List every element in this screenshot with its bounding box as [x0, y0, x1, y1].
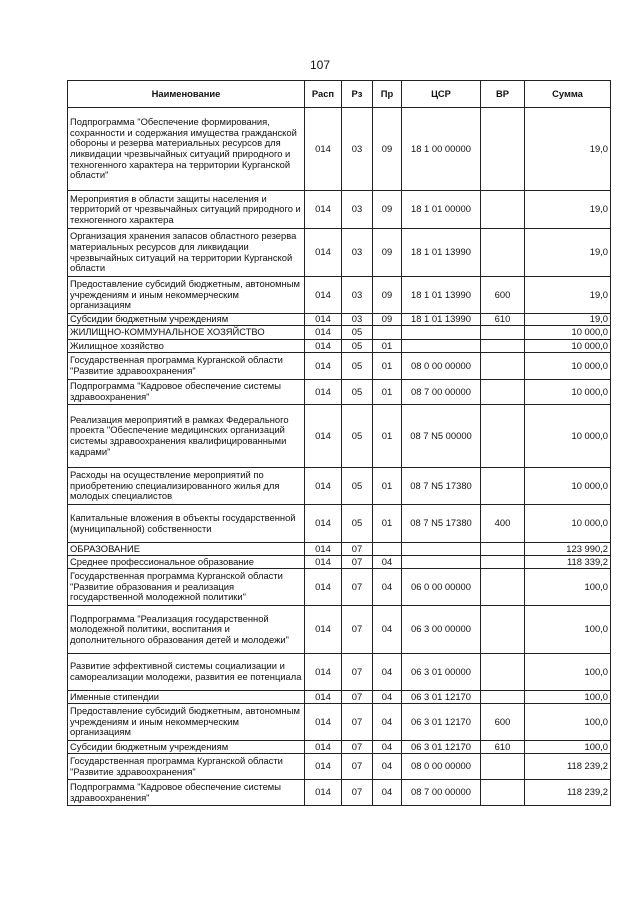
row-rasp: 014 [305, 405, 342, 468]
row-rasp: 014 [305, 569, 342, 606]
table-row [68, 108, 611, 191]
row-vr [481, 754, 525, 780]
table-row [68, 380, 611, 405]
table-row [68, 691, 611, 704]
row-vr [481, 326, 525, 340]
row-rz: 03 [342, 191, 373, 229]
row-pr [373, 543, 402, 556]
row-name: Жилищное хозяйство [68, 340, 305, 353]
table-row [68, 326, 611, 340]
header-vr: ВР [481, 81, 525, 108]
row-vr [481, 380, 525, 405]
table-header-row [68, 81, 611, 108]
row-vr [481, 543, 525, 556]
table-row [68, 654, 611, 691]
row-vr [481, 691, 525, 704]
row-sum: 118 239,2 [525, 754, 611, 780]
row-rz: 07 [342, 754, 373, 780]
row-sum: 10 000,0 [525, 468, 611, 505]
table-row [68, 780, 611, 806]
row-csr: 18 1 01 00000 [402, 191, 481, 229]
row-sum: 19,0 [525, 277, 611, 314]
row-rz: 07 [342, 606, 373, 654]
row-rz: 07 [342, 569, 373, 606]
row-name: Подпрограмма "Кадровое обеспечение системы здравоохранения" [68, 780, 305, 806]
row-sum: 123 990,2 [525, 543, 611, 556]
row-pr: 04 [373, 691, 402, 704]
row-vr: 600 [481, 277, 525, 314]
header-name: Наименование [68, 81, 305, 108]
row-vr: 400 [481, 505, 525, 543]
row-rz: 07 [342, 780, 373, 806]
row-rasp: 014 [305, 556, 342, 569]
row-vr: 610 [481, 314, 525, 326]
row-pr: 01 [373, 505, 402, 543]
row-csr [402, 326, 481, 340]
row-name: Государственная программа Курганской области "Развитие образования и реализация государственной молодежной политики" [68, 569, 305, 606]
table-row [68, 229, 611, 277]
table-row [68, 556, 611, 569]
row-csr: 06 3 01 12170 [402, 704, 481, 741]
row-rz: 05 [342, 505, 373, 543]
row-pr: 04 [373, 654, 402, 691]
row-pr: 09 [373, 277, 402, 314]
row-name: ЖИЛИЩНО-КОММУНАЛЬНОЕ ХОЗЯЙСТВО [68, 326, 305, 340]
row-rz: 07 [342, 543, 373, 556]
row-sum: 118 239,2 [525, 780, 611, 806]
row-rasp: 014 [305, 353, 342, 380]
row-name: Предоставление субсидий бюджетным, автономным учреждениям и иным некоммерческим организациям [68, 704, 305, 741]
row-rasp: 014 [305, 191, 342, 229]
row-name: Развитие эффективной системы социализации и самореализации молодежи, развития ее потенциала [68, 654, 305, 691]
row-rasp: 014 [305, 691, 342, 704]
table-row [68, 741, 611, 754]
row-csr: 08 7 N5 17380 [402, 468, 481, 505]
row-rz: 03 [342, 277, 373, 314]
row-name: Подпрограмма "Обеспечение формирования, сохранности и содержания имущества гражданской обороны и резерва материальных ресурсов для ликвидации чрезвычайных ситуаций природного и техногенного характера на территории Курганской области" [68, 108, 305, 191]
row-vr [481, 229, 525, 277]
row-csr [402, 340, 481, 353]
row-vr [481, 405, 525, 468]
row-pr: 01 [373, 353, 402, 380]
row-rz: 07 [342, 654, 373, 691]
row-rasp: 014 [305, 654, 342, 691]
row-rasp: 014 [305, 606, 342, 654]
row-pr: 04 [373, 780, 402, 806]
row-name: Государственная программа Курганской области "Развитие здравоохранения" [68, 754, 305, 780]
row-csr: 18 1 01 13990 [402, 277, 481, 314]
row-vr [481, 556, 525, 569]
row-csr: 08 0 00 00000 [402, 353, 481, 380]
row-csr: 08 7 00 00000 [402, 780, 481, 806]
row-sum: 100,0 [525, 691, 611, 704]
row-sum: 100,0 [525, 741, 611, 754]
row-csr: 18 1 00 00000 [402, 108, 481, 191]
row-rz: 05 [342, 468, 373, 505]
row-csr: 08 7 00 00000 [402, 380, 481, 405]
row-vr [481, 654, 525, 691]
row-csr: 08 0 00 00000 [402, 754, 481, 780]
table-row [68, 405, 611, 468]
table-row [68, 353, 611, 380]
row-rz: 05 [342, 353, 373, 380]
row-vr [481, 191, 525, 229]
row-pr: 04 [373, 754, 402, 780]
row-rz: 05 [342, 326, 373, 340]
table-row [68, 704, 611, 741]
row-name: Подпрограмма "Реализация государственной молодежной политики, воспитания и дополнительного образования детей и молодежи" [68, 606, 305, 654]
table-row [68, 468, 611, 505]
table-row [68, 191, 611, 229]
row-sum: 19,0 [525, 108, 611, 191]
table-row [68, 606, 611, 654]
row-name: Субсидии бюджетным учреждениям [68, 314, 305, 326]
row-rz: 05 [342, 405, 373, 468]
row-rz: 03 [342, 108, 373, 191]
row-sum: 10 000,0 [525, 353, 611, 380]
row-sum: 100,0 [525, 569, 611, 606]
row-csr: 06 3 00 00000 [402, 606, 481, 654]
row-name: Субсидии бюджетным учреждениям [68, 741, 305, 754]
row-pr: 01 [373, 380, 402, 405]
row-rasp: 014 [305, 277, 342, 314]
row-pr: 09 [373, 108, 402, 191]
row-csr: 08 7 N5 17380 [402, 505, 481, 543]
row-vr [481, 468, 525, 505]
row-csr: 18 1 01 13990 [402, 314, 481, 326]
row-name: Именные стипендии [68, 691, 305, 704]
row-pr: 04 [373, 569, 402, 606]
row-name: Государственная программа Курганской области "Развитие здравоохранения" [68, 353, 305, 380]
row-csr [402, 556, 481, 569]
row-sum: 100,0 [525, 654, 611, 691]
row-pr: 09 [373, 191, 402, 229]
row-name: ОБРАЗОВАНИЕ [68, 543, 305, 556]
row-pr: 04 [373, 741, 402, 754]
budget-table [67, 80, 611, 806]
row-pr: 04 [373, 704, 402, 741]
row-pr: 04 [373, 556, 402, 569]
table-row [68, 569, 611, 606]
row-sum: 19,0 [525, 229, 611, 277]
row-sum: 10 000,0 [525, 380, 611, 405]
row-rasp: 014 [305, 108, 342, 191]
row-pr: 01 [373, 405, 402, 468]
row-sum: 19,0 [525, 314, 611, 326]
row-rz: 03 [342, 314, 373, 326]
row-rasp: 014 [305, 314, 342, 326]
row-sum: 10 000,0 [525, 405, 611, 468]
row-name: Предоставление субсидий бюджетным, автономным учреждениям и иным некоммерческим организациям [68, 277, 305, 314]
row-rz: 05 [342, 380, 373, 405]
row-name: Среднее профессиональное образование [68, 556, 305, 569]
row-rasp: 014 [305, 741, 342, 754]
row-sum: 100,0 [525, 606, 611, 654]
row-rz: 07 [342, 704, 373, 741]
row-vr [481, 340, 525, 353]
row-pr: 09 [373, 229, 402, 277]
row-csr: 06 3 01 12170 [402, 691, 481, 704]
row-name: Мероприятия в области защиты населения и территорий от чрезвычайных ситуаций природного и техногенного характера [68, 191, 305, 229]
header-rasp: Расп [305, 81, 342, 108]
row-rasp: 014 [305, 380, 342, 405]
row-sum: 100,0 [525, 704, 611, 741]
row-name: Реализация мероприятий в рамках Федерального проекта "Обеспечение медицинских организаций системы здравоохранения квалифицированными кадрами" [68, 405, 305, 468]
row-vr [481, 569, 525, 606]
row-rasp: 014 [305, 505, 342, 543]
header-csr: ЦСР [402, 81, 481, 108]
row-rz: 07 [342, 741, 373, 754]
row-rasp: 014 [305, 704, 342, 741]
row-csr [402, 543, 481, 556]
row-rasp: 014 [305, 780, 342, 806]
row-rz: 05 [342, 340, 373, 353]
row-csr: 06 3 01 12170 [402, 741, 481, 754]
row-csr: 08 7 N5 00000 [402, 405, 481, 468]
page-number: 107 [309, 58, 331, 72]
row-sum: 10 000,0 [525, 505, 611, 543]
header-sum: Сумма [525, 81, 611, 108]
row-rasp: 014 [305, 229, 342, 277]
table-row [68, 543, 611, 556]
row-rasp: 014 [305, 754, 342, 780]
row-pr: 09 [373, 314, 402, 326]
row-rz: 03 [342, 229, 373, 277]
header-pr: Пр [373, 81, 402, 108]
row-vr: 600 [481, 704, 525, 741]
row-csr: 18 1 01 13990 [402, 229, 481, 277]
table-row [68, 277, 611, 314]
row-pr: 01 [373, 468, 402, 505]
row-vr [481, 108, 525, 191]
row-sum: 118 339,2 [525, 556, 611, 569]
row-sum: 10 000,0 [525, 326, 611, 340]
row-pr: 01 [373, 340, 402, 353]
row-rz: 07 [342, 691, 373, 704]
row-vr [481, 353, 525, 380]
row-rz: 07 [342, 556, 373, 569]
table-row [68, 505, 611, 543]
row-name: Капитальные вложения в объекты государственной (муниципальной) собственности [68, 505, 305, 543]
row-csr: 06 3 01 00000 [402, 654, 481, 691]
row-rasp: 014 [305, 468, 342, 505]
row-sum: 19,0 [525, 191, 611, 229]
row-rasp: 014 [305, 326, 342, 340]
row-name: Организация хранения запасов областного резерва материальных ресурсов для ликвидации чрезвычайных ситуаций на территории Курганской области [68, 229, 305, 277]
row-sum: 10 000,0 [525, 340, 611, 353]
table-row [68, 340, 611, 353]
row-pr [373, 326, 402, 340]
table-row [68, 314, 611, 326]
row-name: Расходы на осуществление мероприятий по приобретению специализированного жилья для молодых специалистов [68, 468, 305, 505]
row-rasp: 014 [305, 543, 342, 556]
row-csr: 06 0 00 00000 [402, 569, 481, 606]
row-vr: 610 [481, 741, 525, 754]
row-vr [481, 606, 525, 654]
row-vr [481, 780, 525, 806]
row-rasp: 014 [305, 340, 342, 353]
row-name: Подпрограмма "Кадровое обеспечение системы здравоохранения" [68, 380, 305, 405]
row-pr: 04 [373, 606, 402, 654]
table-row [68, 754, 611, 780]
header-rz: Рз [342, 81, 373, 108]
